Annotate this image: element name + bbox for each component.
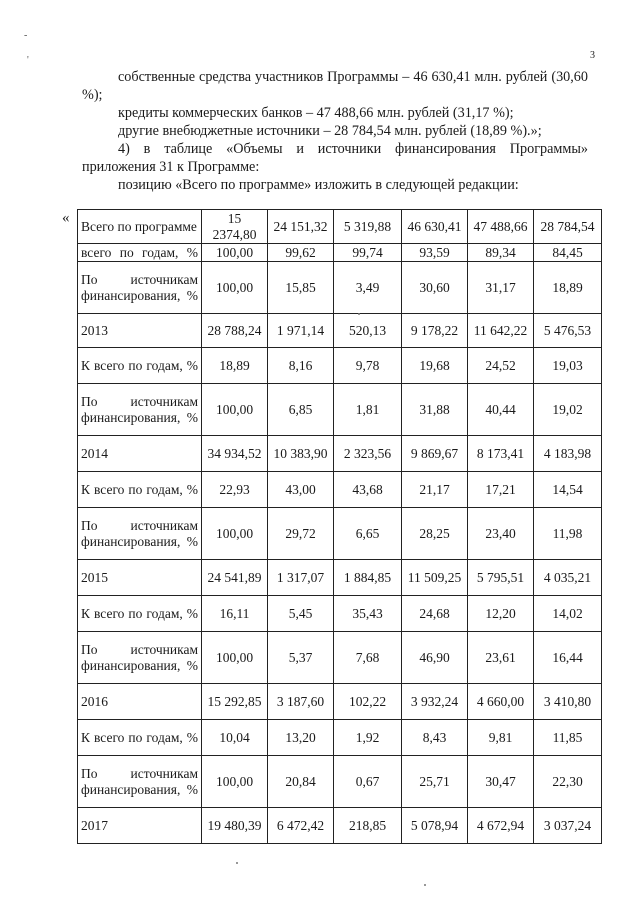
scan-speck — [424, 884, 426, 886]
paragraph-own-funds: собственные средства участников Программы – 46 630,41 млн. рублей (30,60 %); — [82, 69, 588, 103]
table-row — [78, 348, 602, 384]
table-row — [78, 210, 602, 244]
row-label: 2016 — [78, 684, 202, 720]
table-cell: 23,61 — [468, 632, 534, 684]
table-row — [78, 596, 602, 632]
table-cell: 12,20 — [468, 596, 534, 632]
row-label: К всего по годам, % — [78, 472, 202, 508]
table-cell: 520,13 — [334, 314, 402, 348]
row-label: К всего по годам, % — [78, 720, 202, 756]
table-cell: 18,89 — [534, 262, 602, 314]
table-cell: 28,25 — [402, 508, 468, 560]
table-cell: 5,37 — [268, 632, 334, 684]
table-row — [78, 808, 602, 844]
paragraph-bank-credits: кредиты коммерческих банков – 47 488,66 млн. рублей (31,17 %); — [118, 105, 514, 121]
document-body — [82, 68, 588, 194]
row-label: 2013 — [78, 314, 202, 348]
table-cell: 19 480,39 — [202, 808, 268, 844]
table-cell: 100,00 — [202, 244, 268, 262]
table-cell: 99,74 — [334, 244, 402, 262]
table-cell: 9 178,22 — [402, 314, 468, 348]
table-cell: 13,20 — [268, 720, 334, 756]
table-cell: 16,11 — [202, 596, 268, 632]
table-cell: 31,17 — [468, 262, 534, 314]
table-cell: 11,98 — [534, 508, 602, 560]
table-cell: 21,17 — [402, 472, 468, 508]
opening-quote-mark: « — [62, 210, 70, 226]
page-number: 3 — [590, 50, 595, 61]
table-cell: 19,03 — [534, 348, 602, 384]
table-cell: 24,68 — [402, 596, 468, 632]
row-label: К всего по годам, % — [78, 596, 202, 632]
table-cell: 16,44 — [534, 632, 602, 684]
table-cell: 4 660,00 — [468, 684, 534, 720]
table-cell: 4 672,94 — [468, 808, 534, 844]
table-row — [78, 720, 602, 756]
table-cell: 22,30 — [534, 756, 602, 808]
paragraph-other-sources: другие внебюджетные источники – 28 784,54 млн. рублей (18,89 %).»; — [118, 123, 542, 139]
table-cell: 5 078,94 — [402, 808, 468, 844]
table-cell: 3 037,24 — [534, 808, 602, 844]
table-row — [78, 472, 602, 508]
table-cell: 89,34 — [468, 244, 534, 262]
table-row — [78, 384, 602, 436]
table-cell: 4 035,21 — [534, 560, 602, 596]
table-cell: 24 151,32 — [268, 210, 334, 244]
row-label: 2015 — [78, 560, 202, 596]
table-cell: 100,00 — [202, 632, 268, 684]
table-cell: 40,44 — [468, 384, 534, 436]
table-row — [78, 244, 602, 262]
table-cell: 19,02 — [534, 384, 602, 436]
table-cell: 25,71 — [402, 756, 468, 808]
table-cell: 20,84 — [268, 756, 334, 808]
row-label: По источникам финансирования, % — [78, 632, 202, 684]
table-cell: 4 183,98 — [534, 436, 602, 472]
row-label: Всего по программе — [78, 210, 202, 244]
table-cell: 28 784,54 — [534, 210, 602, 244]
table-cell: 9,81 — [468, 720, 534, 756]
table-row — [78, 262, 602, 314]
table-cell: 100,00 — [202, 508, 268, 560]
table-cell: 1,92 — [334, 720, 402, 756]
table-cell: 93,59 — [402, 244, 468, 262]
table-cell: 10 383,90 — [268, 436, 334, 472]
table-cell: 0,67 — [334, 756, 402, 808]
table-cell: 100,00 — [202, 756, 268, 808]
table-cell: 1 317,07 — [268, 560, 334, 596]
paragraph-table-instruction: 4) в таблице «Объемы и источники финансирования Программы» приложения 31 к Программе: — [82, 141, 588, 175]
table-row — [78, 560, 602, 596]
table-cell: 14,54 — [534, 472, 602, 508]
table-cell: 24 541,89 — [202, 560, 268, 596]
paragraph-position-instruction: позицию «Всего по программе» изложить в следующей редакции: — [118, 177, 519, 193]
table-cell: 100,00 — [202, 384, 268, 436]
table-row — [78, 684, 602, 720]
table-cell: 14,02 — [534, 596, 602, 632]
table-row — [78, 632, 602, 684]
row-label: К всего по годам, % — [78, 348, 202, 384]
row-label: По источникам финансирования, % — [78, 262, 202, 314]
table-cell: 3,49 — [334, 262, 402, 314]
table-cell: 9,78 — [334, 348, 402, 384]
table-cell: 8,43 — [402, 720, 468, 756]
table-row — [78, 314, 602, 348]
table-cell: 11,85 — [534, 720, 602, 756]
table-cell: 7,68 — [334, 632, 402, 684]
table-cell: 1 884,85 — [334, 560, 402, 596]
table-cell: 100,00 — [202, 262, 268, 314]
row-label: По источникам финансирования, % — [78, 756, 202, 808]
table-cell: 11 642,22 — [468, 314, 534, 348]
table-cell: 34 934,52 — [202, 436, 268, 472]
table-cell: 24,52 — [468, 348, 534, 384]
table-cell: 8,16 — [268, 348, 334, 384]
table-cell: 31,88 — [402, 384, 468, 436]
row-label: 2017 — [78, 808, 202, 844]
table-cell: 11 509,25 — [402, 560, 468, 596]
table-cell: 18,89 — [202, 348, 268, 384]
table-cell: 30,60 — [402, 262, 468, 314]
table-cell: 28 788,24 — [202, 314, 268, 348]
row-label: всего по годам, % — [78, 244, 202, 262]
table-cell: 5,45 — [268, 596, 334, 632]
table-cell: 5 476,53 — [534, 314, 602, 348]
table-cell: 47 488,66 — [468, 210, 534, 244]
table-cell: 10,04 — [202, 720, 268, 756]
table-cell: 23,40 — [468, 508, 534, 560]
table-cell: 43,00 — [268, 472, 334, 508]
table-cell: 8 173,41 — [468, 436, 534, 472]
table-cell: 6,85 — [268, 384, 334, 436]
table-cell: 30,47 — [468, 756, 534, 808]
table-cell: 1,81 — [334, 384, 402, 436]
table-cell: 1 971,14 — [268, 314, 334, 348]
table-cell: 15,85 — [268, 262, 334, 314]
table-cell: 46 630,41 — [402, 210, 468, 244]
table-cell: 19,68 — [402, 348, 468, 384]
scan-speck — [236, 862, 238, 864]
table-cell: 15 2374,80 — [202, 210, 268, 244]
row-label: По источникам финансирования, % — [78, 508, 202, 560]
table-cell: 35,43 — [334, 596, 402, 632]
table-cell: 17,21 — [468, 472, 534, 508]
table-cell: 6,65 — [334, 508, 402, 560]
table-row — [78, 508, 602, 560]
table-cell: 22,93 — [202, 472, 268, 508]
table-row — [78, 756, 602, 808]
table-cell: 2 323,56 — [334, 436, 402, 472]
table-cell: 5 319,88 — [334, 210, 402, 244]
financing-table — [77, 209, 602, 844]
table-cell: 99,62 — [268, 244, 334, 262]
table-cell: 9 869,67 — [402, 436, 468, 472]
table-cell: 102,22 — [334, 684, 402, 720]
table-cell: 43,68 — [334, 472, 402, 508]
table-cell: 5 795,51 — [468, 560, 534, 596]
table-cell: 84,45 — [534, 244, 602, 262]
table-cell: 29,72 — [268, 508, 334, 560]
table-cell: 46,90 — [402, 632, 468, 684]
row-label: По источникам финансирования, % — [78, 384, 202, 436]
table-cell: 218,85 — [334, 808, 402, 844]
table-cell: 3 187,60 — [268, 684, 334, 720]
table-row — [78, 436, 602, 472]
table-cell: 3 932,24 — [402, 684, 468, 720]
margin-mark-top: - — [24, 30, 28, 41]
margin-mark-side: ' — [27, 55, 29, 66]
scan-speck — [358, 313, 360, 315]
row-label: 2014 — [78, 436, 202, 472]
table-cell: 6 472,42 — [268, 808, 334, 844]
table-cell: 15 292,85 — [202, 684, 268, 720]
table-cell: 3 410,80 — [534, 684, 602, 720]
